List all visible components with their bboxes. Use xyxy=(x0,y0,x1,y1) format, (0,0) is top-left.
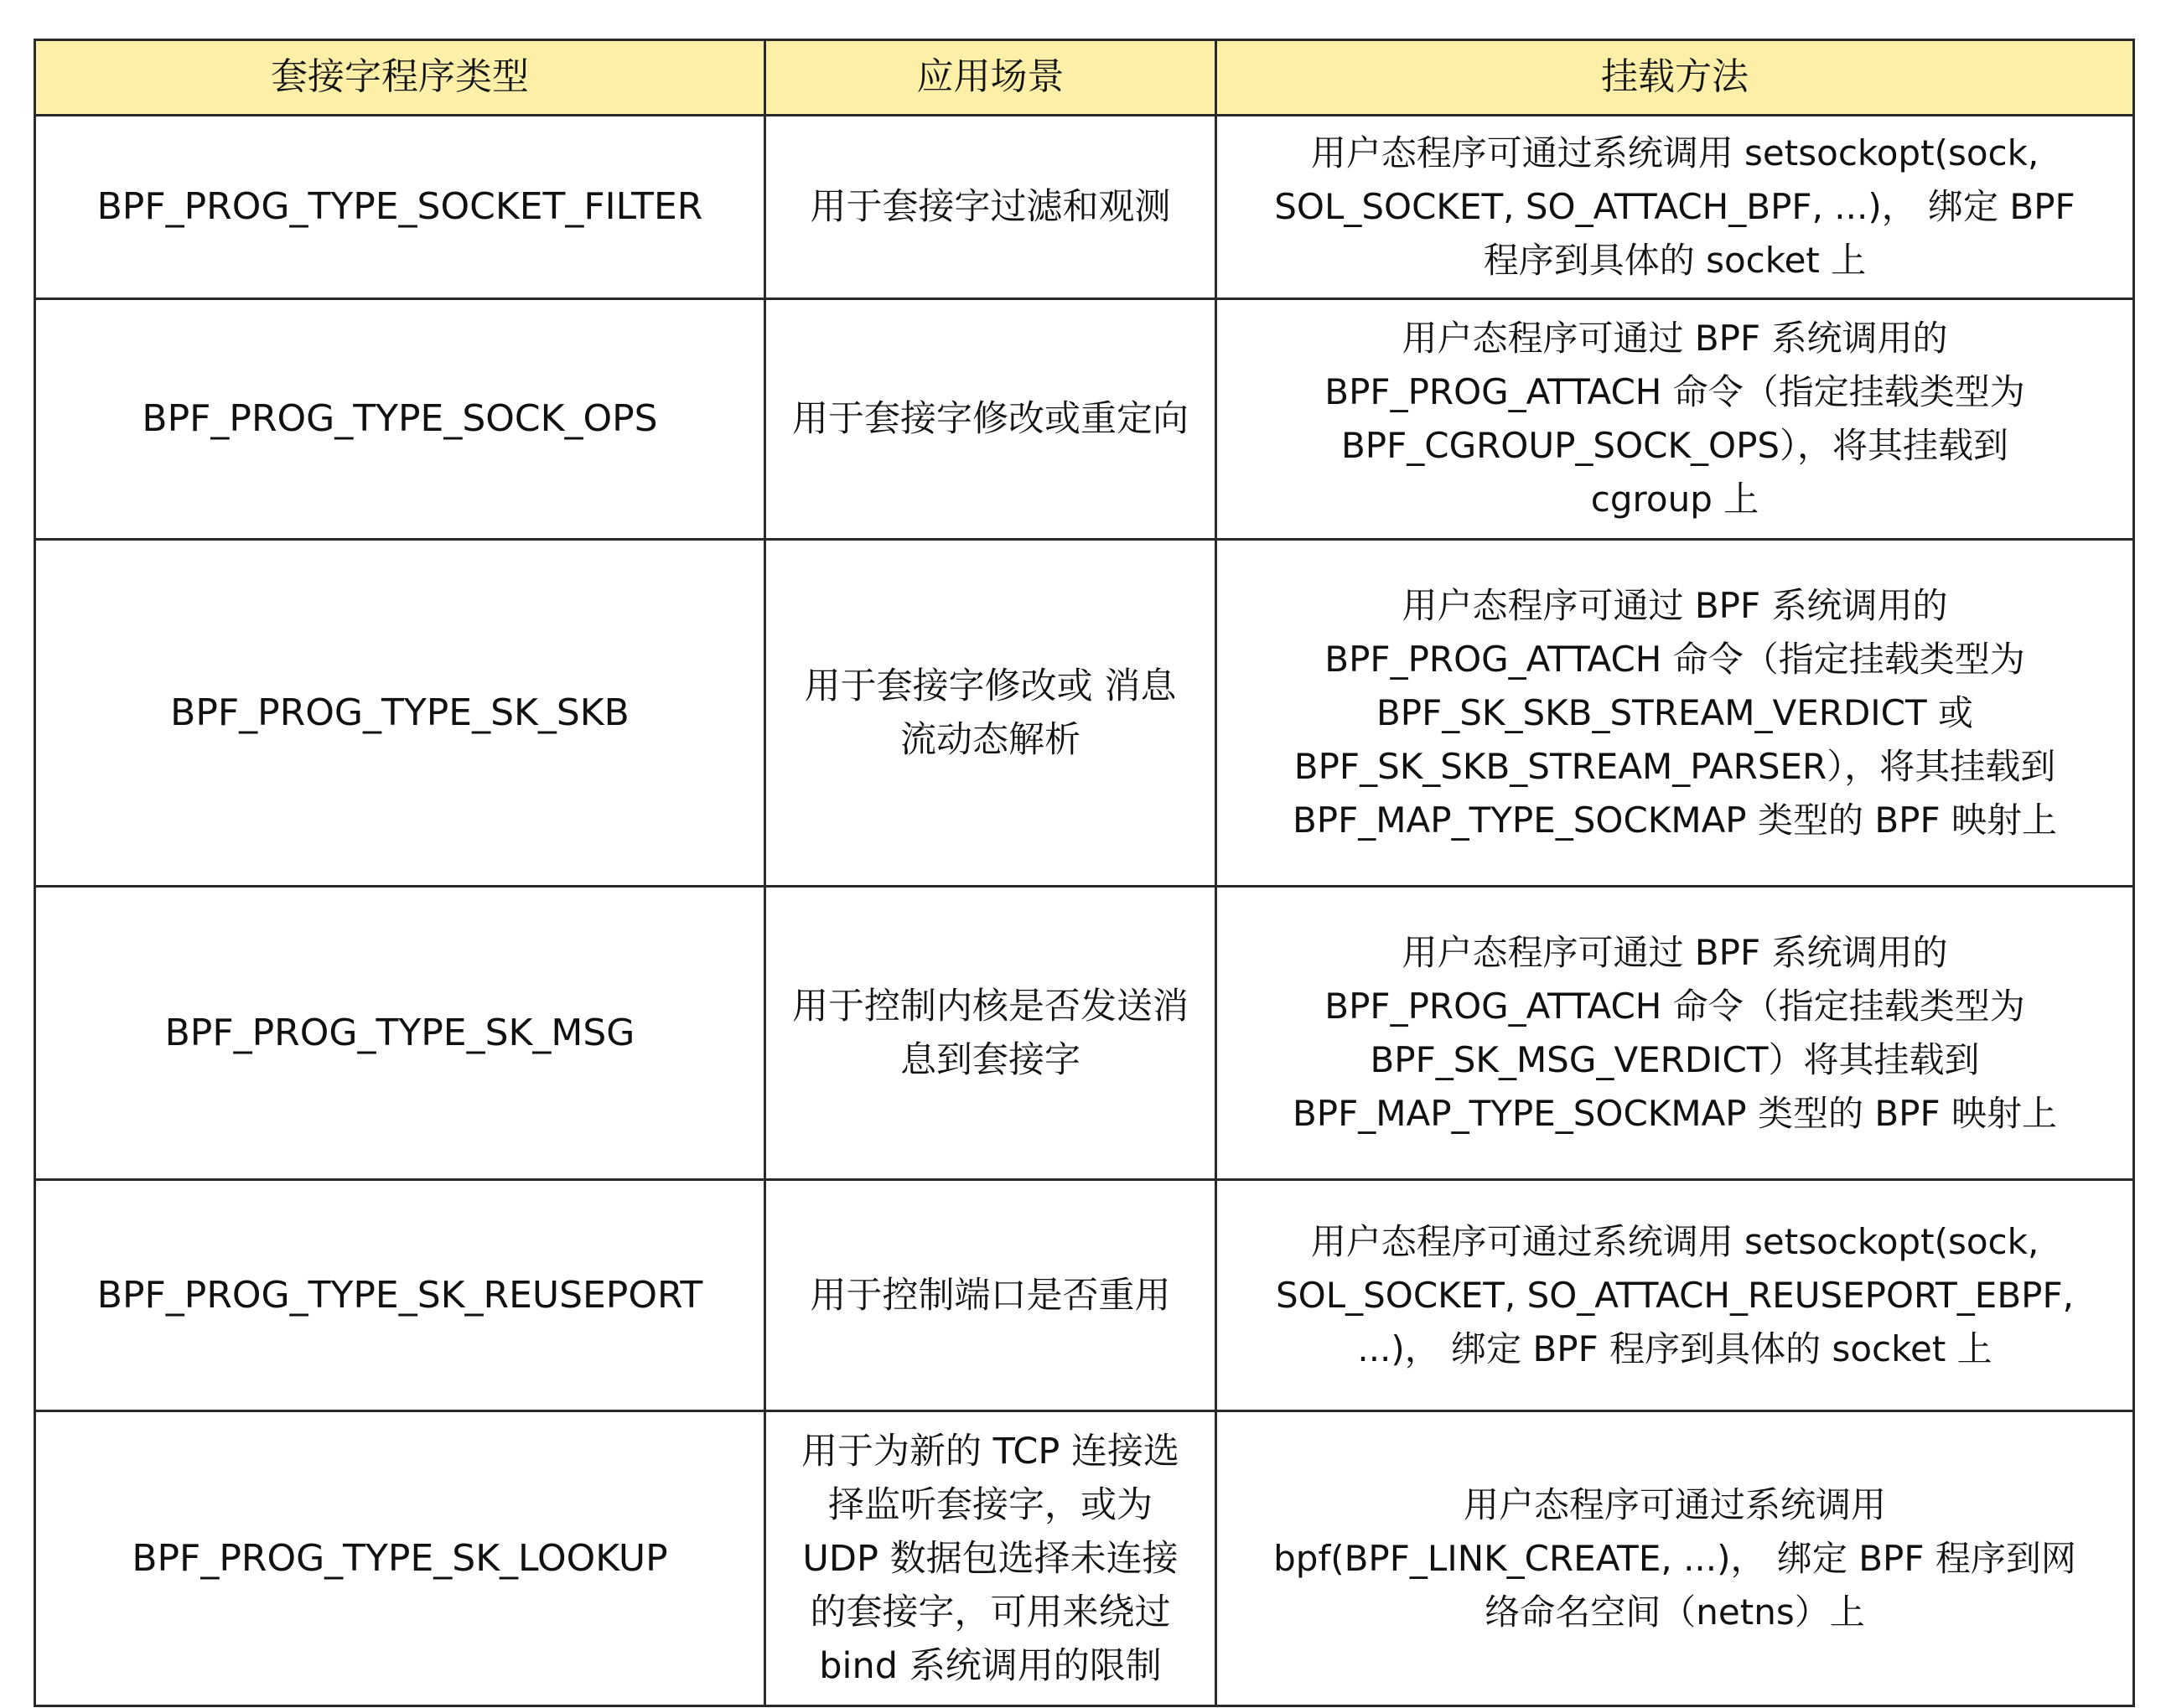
method-line: BPF_MAP_TYPE_SOCKMAP 类型的 BPF 映射上 xyxy=(1292,799,2057,841)
table-body xyxy=(35,116,2134,1706)
method-line: BPF_PROG_ATTACH 命令（指定挂载类型为 xyxy=(1324,638,2025,680)
scenario-line: 择监听套接字，或为 xyxy=(828,1483,1153,1526)
method-line: BPF_SK_SKB_STREAM_VERDICT 或 xyxy=(1376,691,1974,733)
scenario-line: 用于控制内核是否发送消 xyxy=(792,985,1189,1027)
scenario-line: bind 系统调用的限制 xyxy=(819,1644,1162,1687)
scenario-line: 用于为新的 TCP 连接选 xyxy=(801,1430,1180,1473)
method-line: BPF_SK_MSG_VERDICT）将其挂载到 xyxy=(1370,1038,1980,1080)
scenario-line: 息到套接字 xyxy=(900,1038,1080,1081)
method-line: 络命名空间（netns）上 xyxy=(1485,1591,1865,1633)
method-line: 用户态程序可通过 BPF 系统调用的 xyxy=(1402,318,1948,359)
program-type-cell: BPF_PROG_TYPE_SOCK_OPS xyxy=(35,299,765,540)
table-header xyxy=(35,40,2134,116)
scenario-line: 用于套接字修改或 消息 xyxy=(804,665,1177,707)
scenario-line: 的套接字，可用来绕过 xyxy=(810,1591,1171,1633)
attach-method-cell xyxy=(1216,299,2134,540)
method-line: bpf(BPF_LINK_CREATE, ...)， 绑定 BPF 程序到网 xyxy=(1273,1537,2076,1579)
scenario-line: UDP 数据包选择未连接 xyxy=(802,1537,1179,1580)
header-attach-method: 挂载方法 xyxy=(1216,40,2134,116)
bpf-socket-program-table-container xyxy=(34,39,2132,1707)
scenario-cell xyxy=(765,299,1216,540)
table-row xyxy=(35,299,2134,540)
program-type-cell: BPF_PROG_TYPE_SK_REUSEPORT xyxy=(35,1180,765,1411)
method-line: ...)， 绑定 BPF 程序到具体的 socket 上 xyxy=(1357,1328,1992,1369)
program-type-cell: BPF_PROG_TYPE_SK_MSG xyxy=(35,887,765,1180)
table-row xyxy=(35,887,2134,1180)
method-line: BPF_CGROUP_SOCK_OPS），将其挂载到 xyxy=(1340,425,2009,466)
method-line: cgroup 上 xyxy=(1590,479,1759,520)
attach-method-cell xyxy=(1216,887,2134,1180)
attach-method-cell xyxy=(1216,116,2134,299)
method-line: 用户态程序可通过系统调用 setsockopt(sock, xyxy=(1310,132,2039,173)
method-line: BPF_PROG_ATTACH 命令（指定挂载类型为 xyxy=(1324,985,2025,1027)
table-row xyxy=(35,1411,2134,1706)
scenario-line: 用于控制端口是否重用 xyxy=(810,1274,1171,1317)
header-program-type: 套接字程序类型 xyxy=(35,40,765,116)
scenario-line: 流动态解析 xyxy=(900,718,1080,761)
scenario-cell xyxy=(765,116,1216,299)
program-type-cell: BPF_PROG_TYPE_SOCKET_FILTER xyxy=(35,116,765,299)
attach-method-cell xyxy=(1216,1411,2134,1706)
table-row xyxy=(35,116,2134,299)
method-line: BPF_SK_SKB_STREAM_PARSER），将其挂载到 xyxy=(1293,745,2056,787)
method-line: BPF_PROG_ATTACH 命令（指定挂载类型为 xyxy=(1324,371,2025,412)
program-type-cell: BPF_PROG_TYPE_SK_SKB xyxy=(35,540,765,887)
program-type-cell: BPF_PROG_TYPE_SK_LOOKUP xyxy=(35,1411,765,1706)
scenario-line: 用于套接字修改或重定向 xyxy=(792,398,1189,440)
scenario-cell xyxy=(765,540,1216,887)
attach-method-cell xyxy=(1216,540,2134,887)
table-row xyxy=(35,1180,2134,1411)
attach-method-cell xyxy=(1216,1180,2134,1411)
method-line: 用户态程序可通过 BPF 系统调用的 xyxy=(1402,931,1948,973)
table-row xyxy=(35,540,2134,887)
header-row xyxy=(35,40,2134,116)
bpf-socket-program-table xyxy=(34,39,2135,1707)
scenario-cell xyxy=(765,887,1216,1180)
method-line: SOL_SOCKET, SO_ATTACH_BPF, ...)， 绑定 BPF xyxy=(1274,186,2075,227)
method-line: 用户态程序可通过系统调用 setsockopt(sock, xyxy=(1310,1220,2039,1262)
method-line: 程序到具体的 socket 上 xyxy=(1483,240,1867,281)
header-scenario: 应用场景 xyxy=(765,40,1216,116)
method-line: 用户态程序可通过 BPF 系统调用的 xyxy=(1402,584,1948,626)
scenario-cell xyxy=(765,1180,1216,1411)
method-line: SOL_SOCKET, SO_ATTACH_REUSEPORT_EBPF, xyxy=(1275,1274,2074,1316)
scenario-line: 用于套接字过滤和观测 xyxy=(810,186,1171,228)
scenario-cell xyxy=(765,1411,1216,1706)
method-line: BPF_MAP_TYPE_SOCKMAP 类型的 BPF 映射上 xyxy=(1292,1092,2057,1134)
method-line: 用户态程序可通过系统调用 xyxy=(1463,1483,1886,1525)
